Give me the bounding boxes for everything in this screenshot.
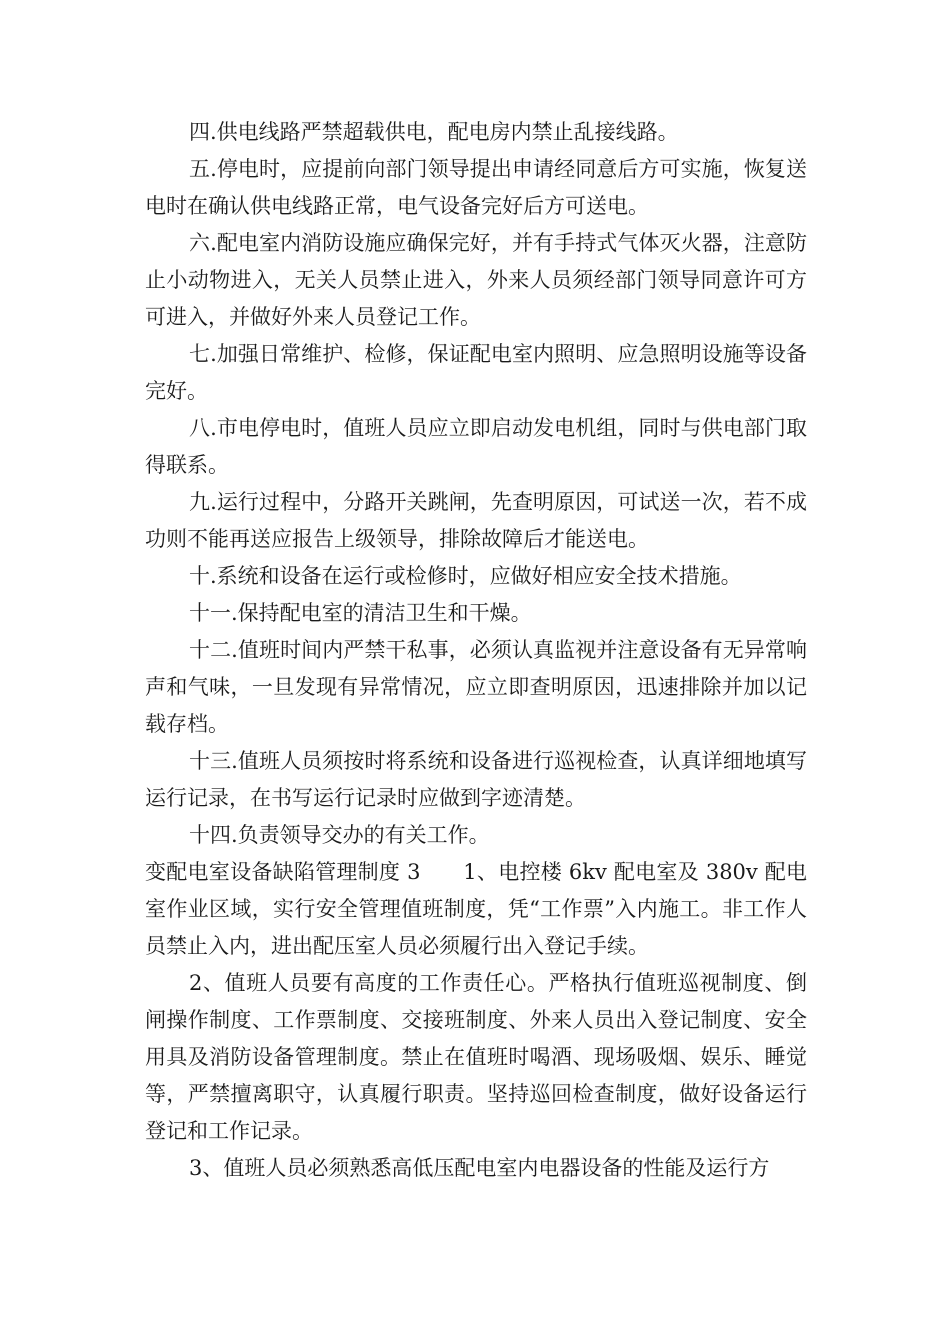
- paragraph-rule-13: 十三.值班人员须按时将系统和设备进行巡视检查，认真详细地填写运行记录，在书写运行记录时应做到字迹清楚。: [145, 749, 807, 810]
- paragraph-rule-9: 九.运行过程中，分路开关跳闸，先查明原因，可试送一次，若不成功则不能再送应报告上级领导，排除故障后才能送电。: [145, 490, 807, 551]
- paragraph-rule-6: 六.配电室内消防设施应确保完好，并有手持式气体灭火器，注意防止小动物进入，无关人员禁止进入，外来人员须经部门领导同意许可方可进入，并做好外来人员登记工作。: [145, 231, 807, 329]
- paragraph-rule-8: 八.市电停电时，值班人员应立即启动发电机组，同时与供电部门取得联系。: [145, 416, 807, 477]
- section-heading-paragraph: 变配电室设备缺陷管理制度 3 1、电控楼 6kv 配电室及 380v 配电室作业区域，实行安全管理值班制度，凭“工作票”入内施工。非工作人员禁止入内，进出配压室人员必须履行出入登记手续。: [145, 860, 807, 958]
- paragraph-item-2: 2、值班人员要有高度的工作责任心。严格执行值班巡视制度、倒闸操作制度、工作票制度、交接班制度、外来人员出入登记制度、安全用具及消防设备管理制度。禁止在值班时喝酒、现场吸烟、娱乐、睡觉等，严禁擅离职守，认真履行职责。坚持巡回检查制度，做好设备运行登记和工作记录。: [145, 971, 807, 1143]
- paragraph-rule-12: 十二.值班时间内严禁干私事，必须认真监视并注意设备有无异常响声和气味，一旦发现有异常情况，应立即查明原因，迅速排除并加以记载存档。: [145, 638, 807, 736]
- paragraph-rule-14: 十四.负责领导交办的有关工作。: [189, 823, 490, 847]
- paragraph-rule-11: 十一.保持配电室的清洁卫生和干燥。: [189, 601, 532, 625]
- paragraph-rule-5: 五.停电时，应提前向部门领导提出申请经同意后方可实施，恢复送电时在确认供电线路正常，电气设备完好后方可送电。: [145, 157, 807, 218]
- paragraph-rule-10: 十.系统和设备在运行或检修时，应做好相应安全技术措施。: [189, 564, 742, 588]
- paragraph-rule-7: 七.加强日常维护、检修，保证配电室内照明、应急照明设施等设备完好。: [145, 342, 807, 403]
- paragraph-item-3: 3、值班人员必须熟悉高低压配电室内电器设备的性能及运行方: [189, 1156, 770, 1180]
- document-body: [145, 114, 807, 1187]
- paragraph-rule-4: 四.供电线路严禁超载供电，配电房内禁止乱接线路。: [189, 120, 679, 144]
